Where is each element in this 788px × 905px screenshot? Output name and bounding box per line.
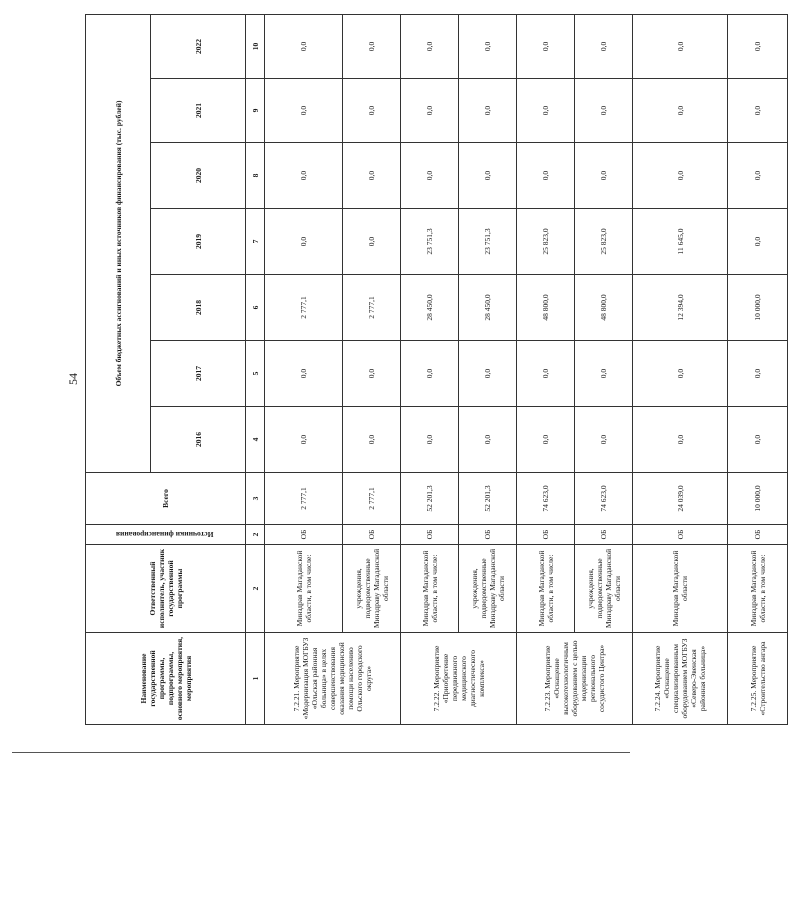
table-row [633, 14, 728, 724]
year-value-cell: 0,0 [575, 143, 633, 209]
year-value-cell: 0,0 [343, 79, 401, 143]
index-cell: 6 [246, 275, 265, 341]
executor-cell: Минздрав Магаданской области [633, 545, 728, 633]
year-value-cell: 0,0 [517, 79, 575, 143]
total-cell: 10 000,0 [728, 473, 788, 525]
header-year: 2020 [151, 143, 246, 209]
table-row [459, 14, 517, 724]
total-cell: 2 777,1 [343, 473, 401, 525]
index-cell: 1 [246, 633, 265, 725]
header-name: Наименование государственной программы, подпрограммы, основного мероприятия, мероприятия [86, 633, 246, 725]
executor-cell: Минздрав Магаданской области, в том числе: [728, 545, 788, 633]
source-cell: ОБ [343, 525, 401, 545]
year-value-cell: 23 751,3 [401, 209, 459, 275]
year-value-cell: 0,0 [265, 14, 343, 78]
index-cell: 7 [246, 209, 265, 275]
year-value-cell: 0,0 [401, 79, 459, 143]
index-cell: 4 [246, 407, 265, 473]
year-value-cell: 0,0 [517, 407, 575, 473]
year-value-cell: 0,0 [517, 14, 575, 78]
header-year: 2018 [151, 275, 246, 341]
index-cell: 3 [246, 473, 265, 525]
year-value-cell: 2 777,1 [343, 275, 401, 341]
year-value-cell: 25 823,0 [517, 209, 575, 275]
year-value-cell: 0,0 [575, 341, 633, 407]
header-year: 2019 [151, 209, 246, 275]
year-value-cell: 0,0 [575, 407, 633, 473]
rotated-page [60, 15, 767, 725]
activity-name: 7.2.22. Мероприятие «Приобретение передвижного медицинского диагностического комплекса» [401, 633, 517, 725]
header-year: 2021 [151, 79, 246, 143]
year-value-cell: 0,0 [401, 407, 459, 473]
year-value-cell: 0,0 [401, 143, 459, 209]
executor-cell: Минздрав Магаданской области, в том числе: [517, 545, 575, 633]
total-cell: 52 201,3 [459, 473, 517, 525]
year-value-cell: 23 751,3 [459, 209, 517, 275]
index-row [246, 14, 265, 724]
year-value-cell: 28 450,0 [401, 275, 459, 341]
index-cell: 2 [246, 545, 265, 633]
table-row [343, 14, 401, 724]
year-value-cell: 12 394,0 [633, 275, 728, 341]
table-row [728, 14, 788, 724]
header-year: 2022 [151, 14, 246, 78]
index-cell: 5 [246, 341, 265, 407]
table-row [517, 14, 575, 724]
source-cell: ОБ [401, 525, 459, 545]
year-value-cell: 0,0 [633, 79, 728, 143]
year-value-cell: 0,0 [265, 209, 343, 275]
executor-cell: Минздрав Магаданской области, в том числе: [265, 545, 343, 633]
year-value-cell: 0,0 [517, 341, 575, 407]
year-value-cell: 0,0 [728, 407, 788, 473]
divider-line [12, 752, 630, 753]
header-total: Всего [86, 473, 246, 525]
executor-cell: учреждения, подведомственные Минздраву Магаданской области [575, 545, 633, 633]
year-value-cell: 0,0 [575, 79, 633, 143]
total-cell: 2 777,1 [265, 473, 343, 525]
year-value-cell: 0,0 [265, 143, 343, 209]
header-executor: Ответственный исполнитель, участник государственной программы [86, 545, 246, 633]
header-year: 2017 [151, 341, 246, 407]
year-value-cell: 0,0 [728, 341, 788, 407]
source-cell: ОБ [459, 525, 517, 545]
activity-name: 7.2.21. Мероприятие «Модернизация МОГБУЗ «Ольская районная больница» в целях совершенствования оказания медицинской помощи населению Ольского городского округа» [265, 633, 401, 725]
year-value-cell: 0,0 [265, 407, 343, 473]
year-value-cell: 0,0 [343, 209, 401, 275]
year-value-cell: 0,0 [459, 79, 517, 143]
header-year: 2016 [151, 407, 246, 473]
executor-cell: учреждения, подведомственные Минздраву Магаданской области [459, 545, 517, 633]
source-cell: ОБ [517, 525, 575, 545]
table-body [246, 14, 788, 724]
year-value-cell: 2 777,1 [265, 275, 343, 341]
index-cell: 8 [246, 143, 265, 209]
year-value-cell: 0,0 [343, 143, 401, 209]
year-value-cell: 48 800,0 [517, 275, 575, 341]
header-budget: Объем бюджетных ассигнований и иных источников финансирования (тыс. рублей) [86, 14, 151, 472]
source-cell: ОБ [265, 525, 343, 545]
budget-table [85, 14, 788, 725]
year-value-cell: 0,0 [728, 209, 788, 275]
year-value-cell: 0,0 [517, 143, 575, 209]
year-value-cell: 0,0 [459, 14, 517, 78]
source-cell: ОБ [633, 525, 728, 545]
year-value-cell: 0,0 [343, 14, 401, 78]
year-value-cell: 0,0 [459, 143, 517, 209]
year-value-cell: 0,0 [401, 341, 459, 407]
year-value-cell: 0,0 [343, 407, 401, 473]
year-value-cell: 0,0 [575, 14, 633, 78]
activity-name: 7.2.24. Мероприятие «Оснащение специализированным оборудованием МОГБУЗ «Северо-Эвенская районная больница» [633, 633, 728, 725]
year-value-cell: 0,0 [633, 341, 728, 407]
year-value-cell: 0,0 [633, 407, 728, 473]
table-row [265, 14, 343, 724]
index-cell: 2 [246, 525, 265, 545]
header-row-1 [86, 14, 151, 724]
table-row [575, 14, 633, 724]
year-value-cell: 0,0 [633, 14, 728, 78]
total-cell: 74 623,0 [517, 473, 575, 525]
year-value-cell: 48 800,0 [575, 275, 633, 341]
table-row [401, 14, 459, 724]
year-value-cell: 0,0 [459, 341, 517, 407]
total-cell: 52 201,3 [401, 473, 459, 525]
index-cell: 10 [246, 14, 265, 78]
activity-name: 7.2.25. Мероприятие «Строительство ангара [728, 633, 788, 725]
index-cell: 9 [246, 79, 265, 143]
year-value-cell: 0,0 [265, 341, 343, 407]
executor-cell: Минздрав Магаданской области, в том числе: [401, 545, 459, 633]
year-value-cell: 25 823,0 [575, 209, 633, 275]
year-value-cell: 11 645,0 [633, 209, 728, 275]
year-value-cell: 0,0 [401, 14, 459, 78]
header-source: Источники финансирования [86, 525, 246, 545]
year-value-cell: 28 450,0 [459, 275, 517, 341]
year-value-cell: 0,0 [459, 407, 517, 473]
page-content [60, 15, 767, 725]
page-number: 54 [66, 373, 80, 385]
executor-cell: учреждения, подведомственные Минздраву Магаданской области [343, 545, 401, 633]
year-value-cell: 0,0 [265, 79, 343, 143]
year-value-cell: 0,0 [343, 341, 401, 407]
year-value-cell: 0,0 [728, 143, 788, 209]
activity-name: 7.2.23. Мероприятие «Оснащение высокотехнологичным оборудованием с целью модернизации регионального сосудистого Центра» [517, 633, 633, 725]
year-value-cell: 0,0 [728, 79, 788, 143]
year-value-cell: 0,0 [633, 143, 728, 209]
year-value-cell: 0,0 [728, 14, 788, 78]
year-value-cell: 10 000,0 [728, 275, 788, 341]
source-cell: ОБ [728, 525, 788, 545]
total-cell: 24 039,0 [633, 473, 728, 525]
source-cell: ОБ [575, 525, 633, 545]
total-cell: 74 623,0 [575, 473, 633, 525]
